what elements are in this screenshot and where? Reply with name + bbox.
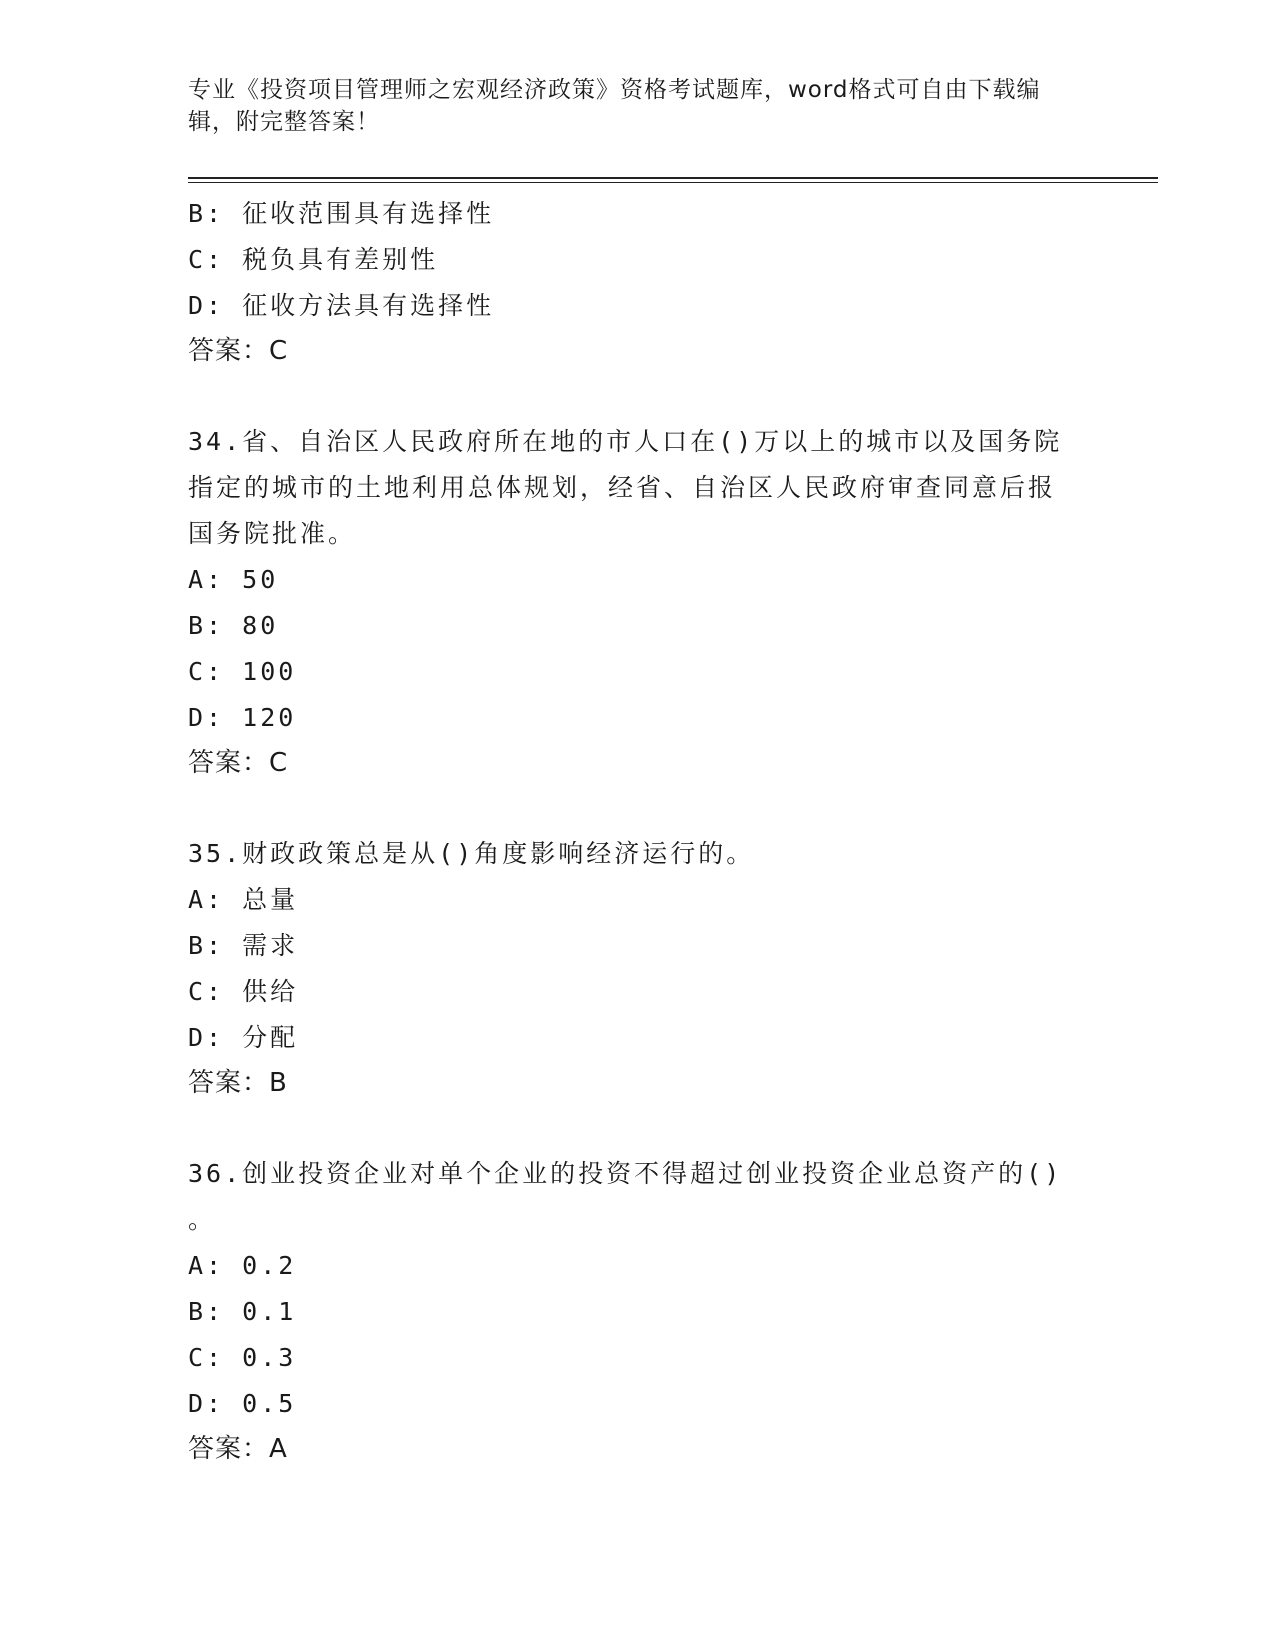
option-c: C: 税负具有差别性 bbox=[188, 245, 439, 274]
question-stem: 35.财政政策总是从()角度影响经济运行的。 bbox=[188, 839, 755, 868]
answer-line: 答案：B bbox=[188, 1068, 288, 1098]
question-block-34 bbox=[188, 419, 1088, 785]
option-a: A: 总量 bbox=[188, 885, 299, 914]
option-c: C: 100 bbox=[188, 657, 297, 686]
question-stem: 36.创业投资企业对单个企业的投资不得超过创业投资企业总资产的() bbox=[188, 1159, 1063, 1188]
option-c: C: 0.3 bbox=[188, 1343, 297, 1372]
question-block-36 bbox=[188, 1151, 1088, 1471]
option-c: C: 供给 bbox=[188, 977, 299, 1006]
option-d: D: 分配 bbox=[188, 1023, 299, 1052]
question-block-33-partial bbox=[188, 191, 1088, 373]
answer-line: 答案：C bbox=[188, 336, 289, 366]
answer-line: 答案：C bbox=[188, 748, 289, 778]
option-a: A: 50 bbox=[188, 565, 279, 594]
document-header: 专业《投资项目管理师之宏观经济政策》资格考试题库，word格式可自由下载编辑，附完整答案！ bbox=[188, 77, 1041, 135]
question-list bbox=[188, 191, 1088, 1471]
question-stem-continuation: 。 bbox=[188, 1205, 217, 1234]
question-block-35 bbox=[188, 831, 1088, 1105]
option-d: D: 征收方法具有选择性 bbox=[188, 291, 495, 320]
question-stem: 34.省、自治区人民政府所在地的市人口在()万以上的城市以及国务院指定的城市的土地利用总体规划，经省、自治区人民政府审查同意后报国务院批准。 bbox=[188, 427, 1063, 548]
option-a: A: 0.2 bbox=[188, 1251, 297, 1280]
header-divider-thick bbox=[188, 177, 1158, 179]
option-b: B: 0.1 bbox=[188, 1297, 297, 1326]
option-b: B: 80 bbox=[188, 611, 279, 640]
answer-line: 答案：A bbox=[188, 1434, 288, 1464]
header-divider-thin bbox=[188, 182, 1158, 183]
option-b: B: 征收范围具有选择性 bbox=[188, 199, 495, 228]
option-d: D: 0.5 bbox=[188, 1389, 297, 1418]
option-d: D: 120 bbox=[188, 703, 297, 732]
option-b: B: 需求 bbox=[188, 931, 299, 960]
